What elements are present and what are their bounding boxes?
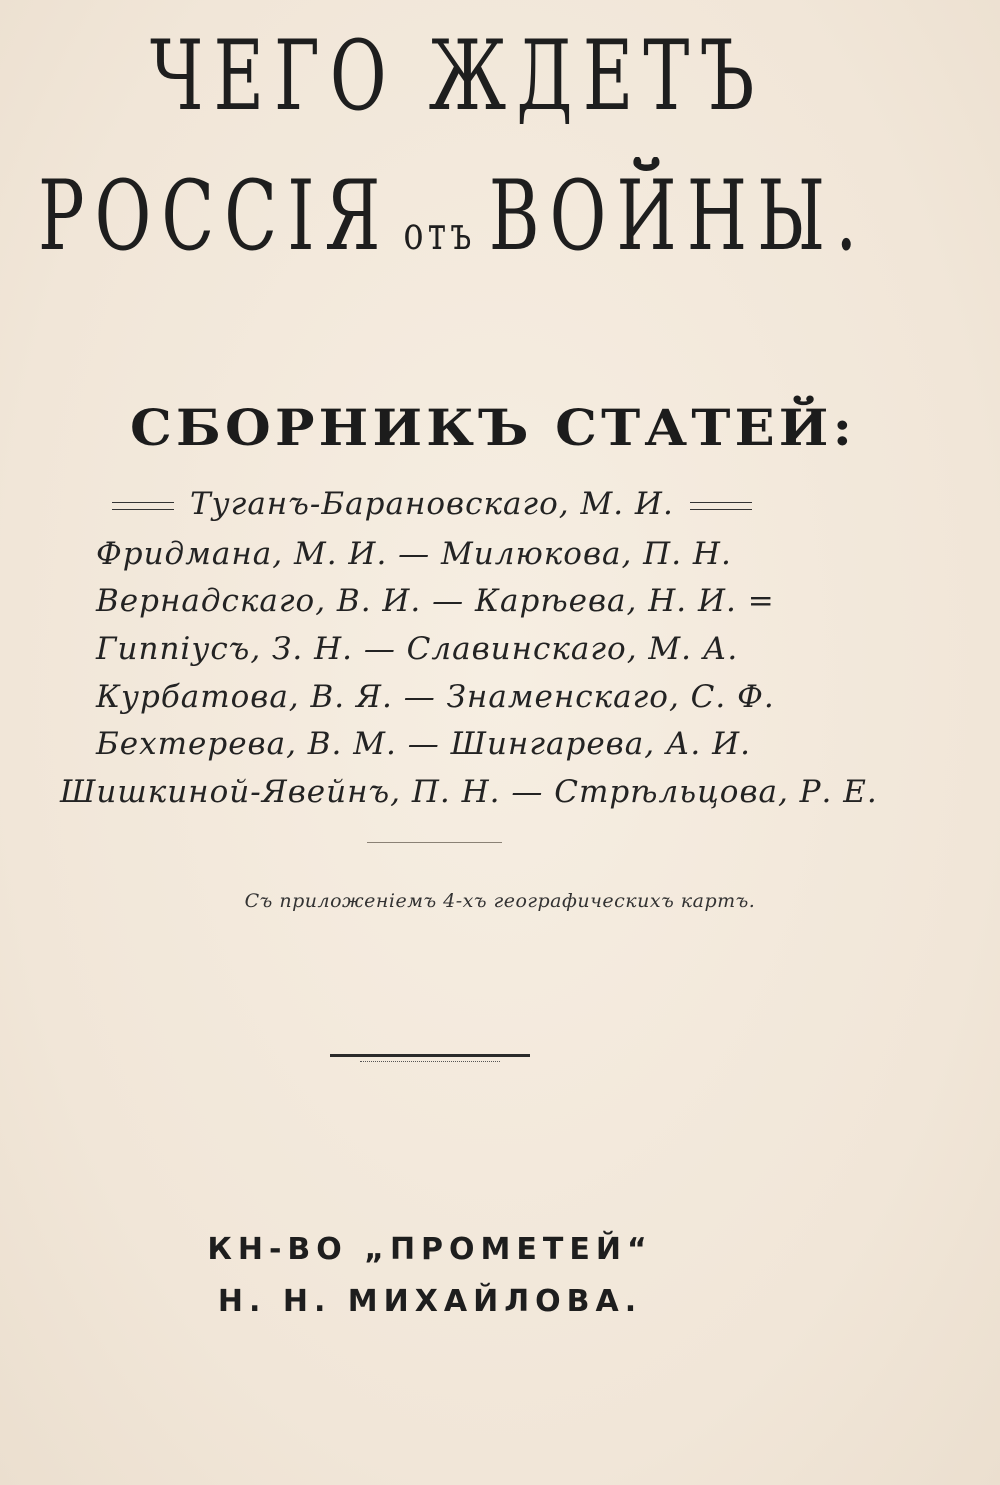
author-line-2: Фридмана, М. И. — Милюкова, П. Н. <box>96 536 732 572</box>
main-title-line-2 <box>38 160 867 272</box>
author-line-7: Шишкиной-Явейнъ, П. Н. — Стрѣльцова, Р. Е. <box>60 774 878 810</box>
author-line-3: Вернадскаго, В. И. — Карѣева, Н. И. = <box>96 583 775 619</box>
author-line-6: Бехтерева, В. М. — Шингарева, А. И. <box>96 726 751 762</box>
author-line-4: Гиппіусъ, З. Н. — Славинскаго, М. А. <box>96 631 739 667</box>
main-title-word-voyny: ВОЙНЫ. <box>488 160 868 272</box>
publisher-line-2: Н. Н. МИХАЙЛОВА. <box>217 1284 643 1319</box>
appendix-note: Съ приложеніемъ 4-хъ географическихъ картъ. <box>244 890 756 912</box>
publisher-line-1: КН-ВО „ПРОМЕТЕЙ“ <box>207 1232 653 1267</box>
decorative-double-dash <box>690 502 752 510</box>
section-divider <box>367 842 502 843</box>
main-title-word-ot: отъ <box>403 206 476 260</box>
author-line-5: Курбатова, В. Я. — Знаменскаго, С. Ф. <box>96 679 775 715</box>
main-title-word-russia: РОССІЯ <box>38 160 391 272</box>
main-title-line-1: ЧЕГО ЖДЕТЪ <box>150 20 765 132</box>
author-text: Туганъ-Барановскаго, М. И. <box>190 486 674 522</box>
collection-subtitle: СБОРНИКЪ СТАТЕЙ: <box>130 398 857 457</box>
decorative-double-dash <box>112 502 174 510</box>
author-line-1 <box>96 486 768 522</box>
ornamental-rule <box>330 1054 530 1066</box>
